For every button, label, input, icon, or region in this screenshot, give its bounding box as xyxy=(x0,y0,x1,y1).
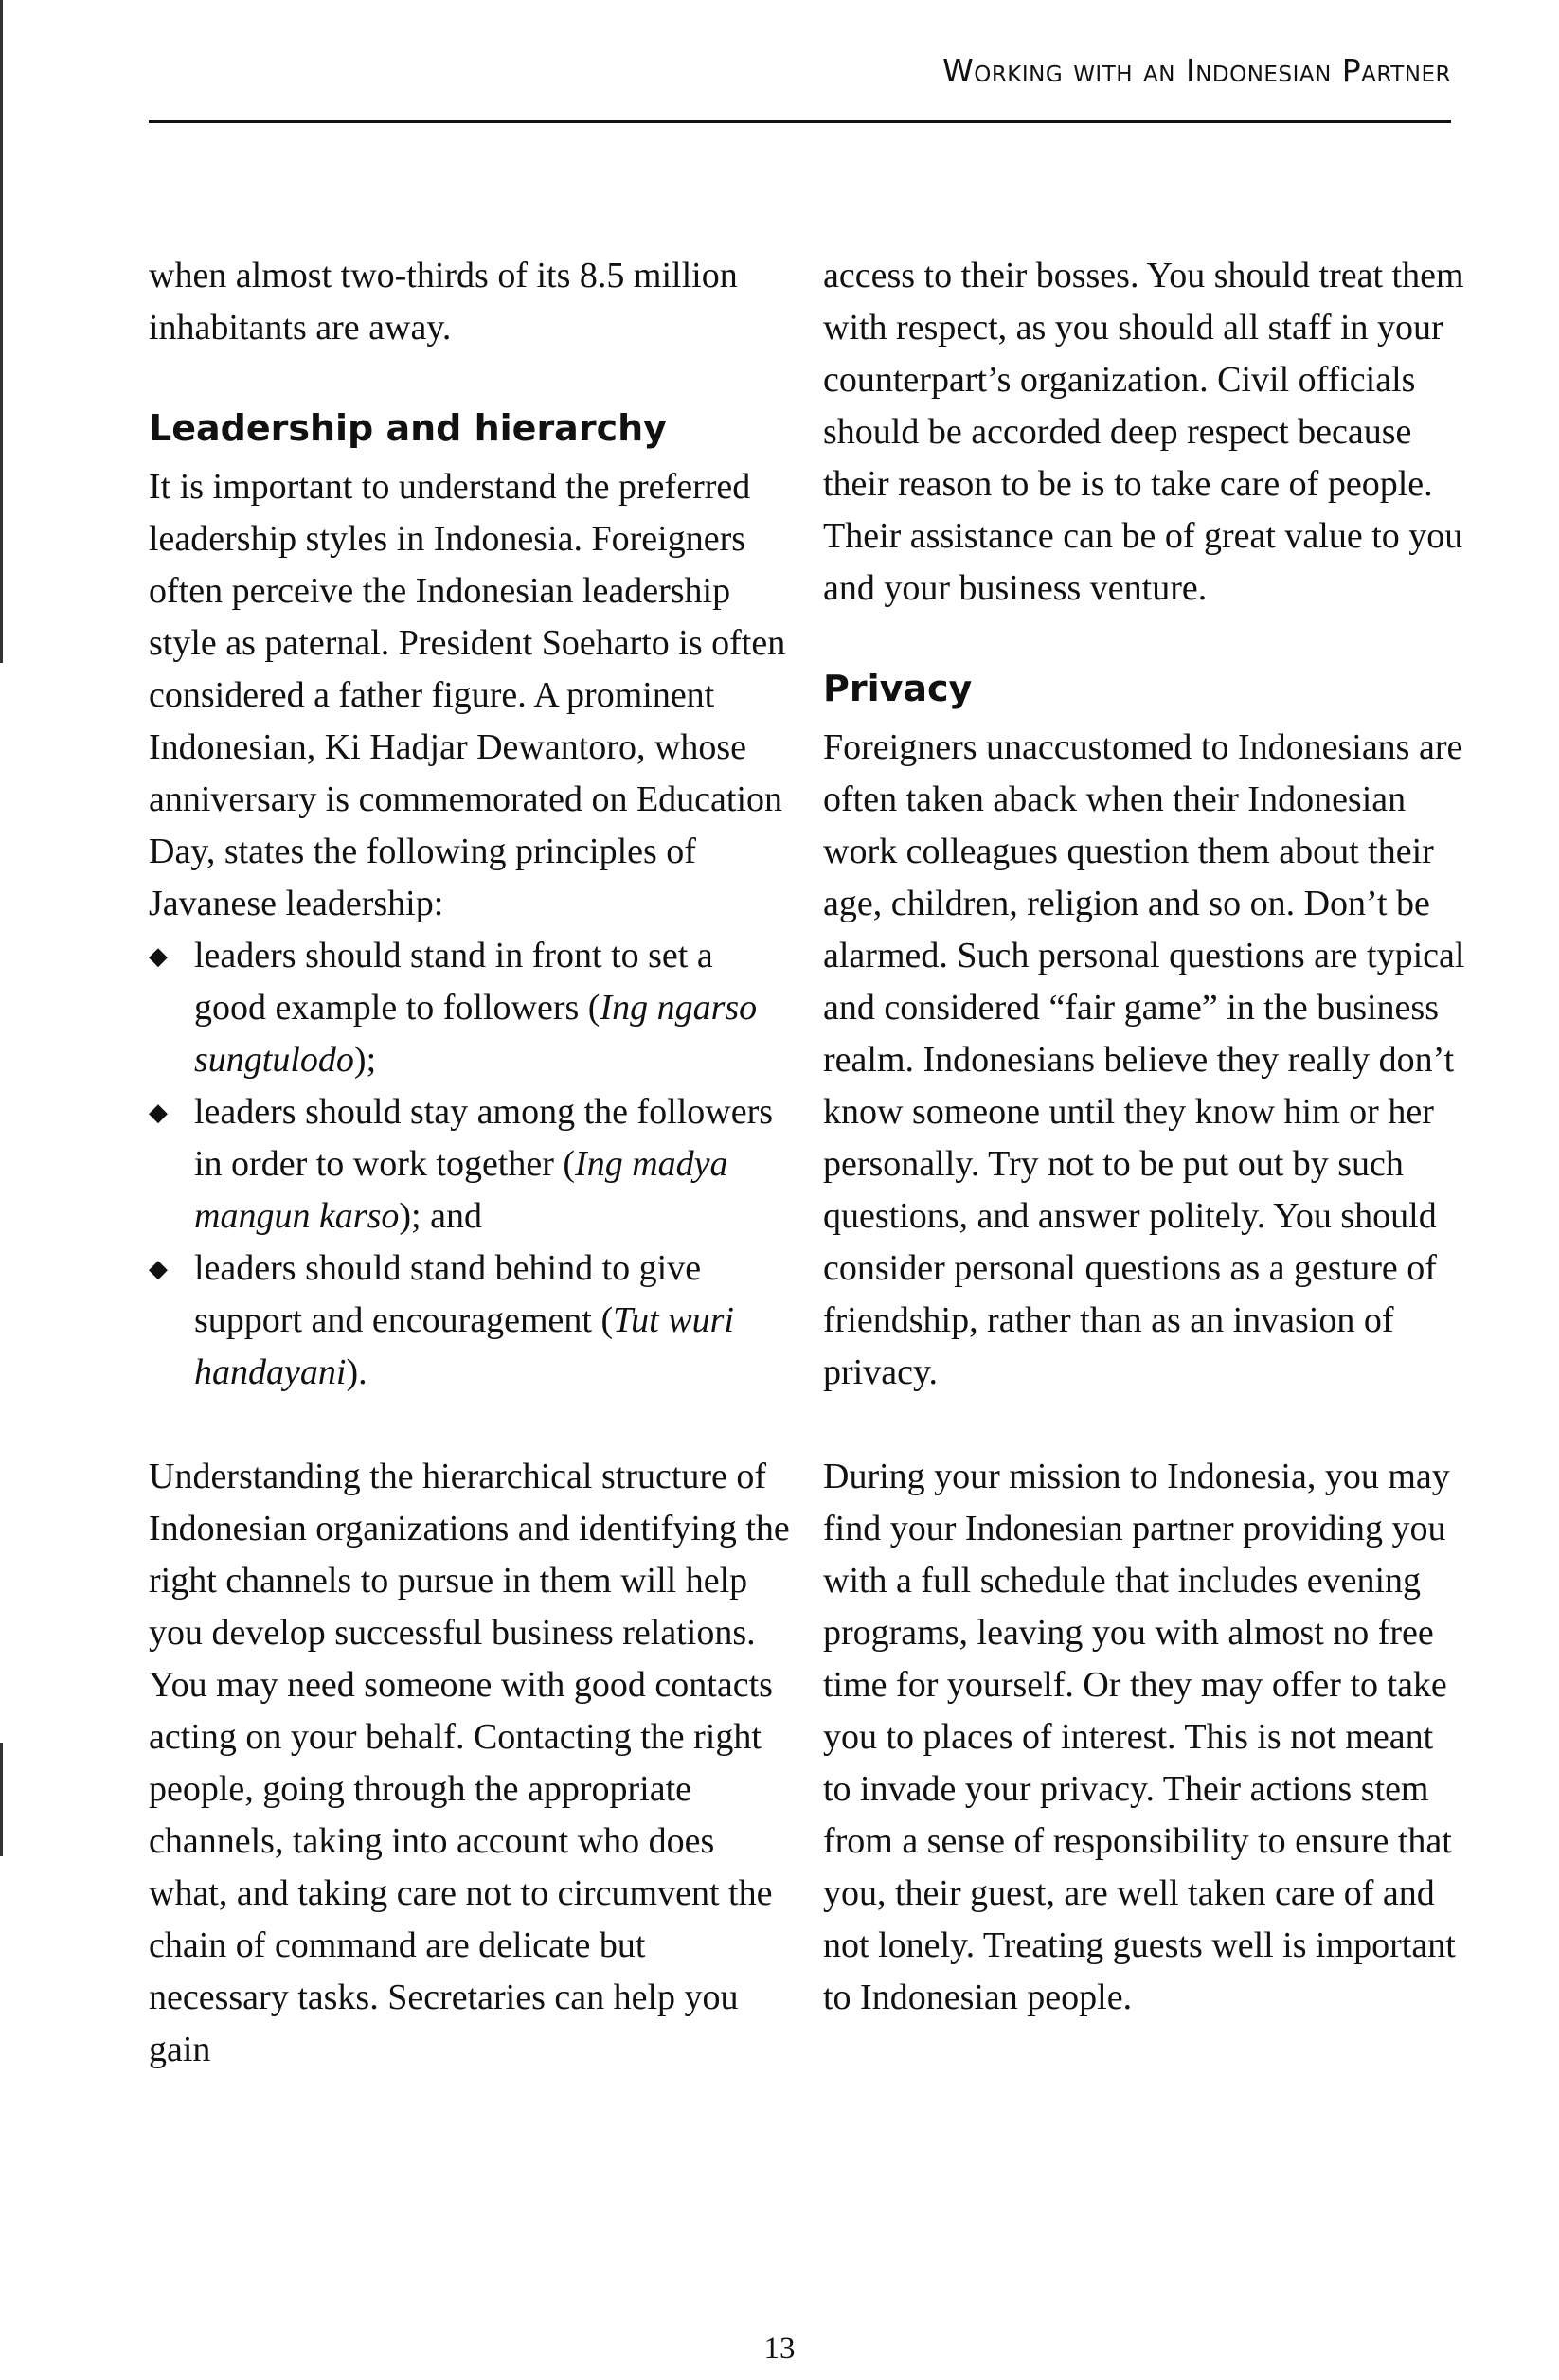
list-item-text: leaders should stay among the followers in order to work together xyxy=(194,1092,774,1184)
page-edge-line-top xyxy=(0,0,3,663)
javanese-term: Ing ngarso sungtulodo xyxy=(194,988,758,1080)
list-item-suffix: ; and xyxy=(411,1196,482,1236)
list-item: ◆ leaders should stand behind to give support and encouragement (Tut wuri handayani). xyxy=(149,1243,793,1399)
page-edge-line-bottom xyxy=(0,1743,3,1856)
continuation-paragraph: access to their bosses. You should treat them with respect, as you should all staff in your counterpart’s organization. Civil officials should be accorded deep respect because their reason to be is to take care of people. Their assistance can be of great value to you and your business venture. xyxy=(823,256,1464,608)
leadership-paragraph: It is important to understand the preferred leadership styles in Indonesia. Foreigners often perceive the Indonesian leadership style as paternal. President Soeharto is often considered a father figure. A prominent Indonesian, Ki Hadjar Dewantoro, whose anniversary is commemorated on Education Day, states the following principles of Javanese leadership: xyxy=(149,467,786,923)
list-item: ◆ leaders should stand in front to set a good example to followers (Ing ngarso sungtulodo); xyxy=(149,930,793,1086)
left-column xyxy=(149,250,793,2076)
right-column xyxy=(823,250,1467,2024)
diamond-bullet-icon: ◆ xyxy=(149,1099,168,1126)
diamond-bullet-icon: ◆ xyxy=(149,942,168,970)
section-heading-privacy: Privacy xyxy=(823,668,973,709)
list-item-text: leaders should stand behind to give support and encouragement xyxy=(194,1248,702,1340)
list-item-suffix: ; xyxy=(366,1040,377,1080)
diamond-bullet-icon: ◆ xyxy=(149,1255,168,1282)
page-header xyxy=(149,52,1451,123)
running-head: Working with an Indonesian Partner xyxy=(942,52,1451,89)
intro-paragraph: when almost two-thirds of its 8.5 million inhabitants are away. xyxy=(149,256,738,348)
list-item-suffix: . xyxy=(358,1352,367,1392)
javanese-term: Tut wuri handayani xyxy=(194,1300,734,1392)
javanese-term: Ing madya mangun karso xyxy=(194,1144,728,1236)
principles-list xyxy=(149,930,793,1399)
privacy-paragraph: Foreigners unaccustomed to Indonesians are often taken aback when their Indonesian work colleagues question them about their age, children, religion and so on. Don’t be alarmed. Such personal questions are typical and considered “fair game” in the business realm. Indonesians believe they really don’t know someone until they know him or her personally. Try not to be put out by such questions, and answer politely. You should consider personal questions as a gesture of friendship, rather than as an invasion of privacy. xyxy=(823,727,1465,1392)
page-number: 13 xyxy=(763,2332,796,2366)
list-item-text: leaders should stand in front to set a good example to followers xyxy=(194,936,713,1028)
mission-paragraph: During your mission to Indonesia, you may find your Indonesian partner providing you with a full schedule that includes evening programs, leaving you with almost no free time for yourself. Or they may offer to take you to places of interest. This is not meant to invade your privacy. Their actions stem from a sense of responsibility to ensure that you, their guest, are well taken care of and not lonely. Treating guests well is important to Indonesian people. xyxy=(823,1457,1456,2017)
hierarchy-paragraph: Understanding the hierarchical structure of Indonesian organizations and identifying the right channels to pursue in them will help you develop successful business relations. You may need someone with good contacts acting on your behalf. Contacting the right people, going through the appropriate channels, taking into account who does what, and taking care not to circumvent the chain of command are delicate but necessary tasks. Secretaries can help you gain xyxy=(149,1457,790,2069)
section-heading-leadership: Leadership and hierarchy xyxy=(149,407,667,449)
list-item: ◆ leaders should stay among the followers in order to work together (Ing madya mangun karso); and xyxy=(149,1086,793,1243)
